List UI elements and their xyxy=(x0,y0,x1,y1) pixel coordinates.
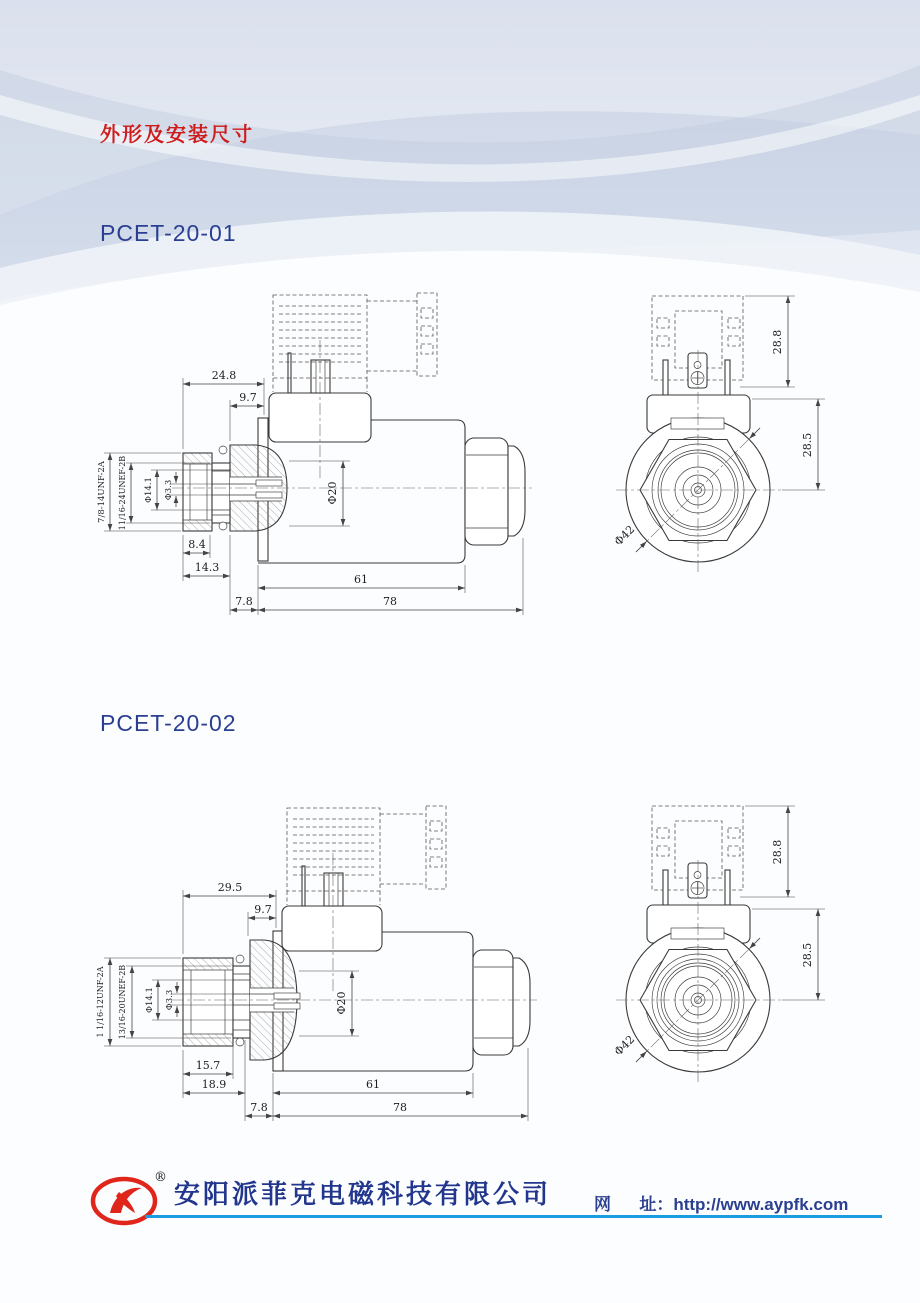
connector-phantom xyxy=(287,806,446,905)
pcet-20-02-technical-drawing xyxy=(60,778,840,1158)
end-view xyxy=(612,296,825,574)
drawing-pcet-20-02 xyxy=(60,778,840,1158)
coil-body xyxy=(282,906,382,951)
model-heading-pcet-20-01: PCET-20-01 xyxy=(100,220,237,246)
dim-18-9: 18.9 xyxy=(201,1078,227,1091)
dim-28-8: 28.8 xyxy=(771,839,784,865)
dim-7-8: 7.8 xyxy=(250,1101,268,1114)
o-ring-top xyxy=(236,955,244,963)
registered-mark: ® xyxy=(154,1170,167,1185)
pin-thin xyxy=(288,353,291,393)
dim-dia42: Φ42 xyxy=(611,522,638,549)
dim-14-3: 14.3 xyxy=(194,561,220,574)
dim-dia42: Φ42 xyxy=(611,1032,638,1059)
dim-29-5: 29.5 xyxy=(217,881,243,894)
side-view xyxy=(96,806,537,1121)
dim-dia20: Φ20 xyxy=(326,481,339,505)
pin-right xyxy=(725,870,730,905)
pin-wide xyxy=(324,873,343,906)
bore-dia-label: Φ14.1 xyxy=(145,987,155,1013)
dim-7-8: 7.8 xyxy=(235,595,253,608)
thread-outer-label: 1 1/16-12UNF-2A xyxy=(96,966,105,1038)
dim-8-4: 8.4 xyxy=(188,538,206,551)
hex-nut-side xyxy=(465,438,508,545)
dim-28-8: 28.8 xyxy=(771,329,784,355)
dim-61: 61 xyxy=(354,573,368,586)
hex-nut-side xyxy=(473,950,513,1055)
thread-inner-label: 13/16-20UNEF-2B xyxy=(118,964,127,1040)
bore-dia-label: Φ14.1 xyxy=(144,477,154,503)
orifice-dia-label: Φ3.3 xyxy=(164,479,174,501)
connector-phantom xyxy=(273,293,437,392)
side-view xyxy=(97,293,532,615)
o-ring-bottom xyxy=(219,522,227,530)
end-view xyxy=(612,806,825,1084)
dim-28-5: 28.5 xyxy=(801,942,814,968)
footer xyxy=(0,1160,920,1250)
dim-78: 78 xyxy=(393,1101,407,1114)
dim-9-7: 9.7 xyxy=(239,391,257,404)
stem-cap xyxy=(183,453,212,531)
solenoid-tube xyxy=(273,932,473,1071)
model-heading-pcet-20-02: PCET-20-02 xyxy=(100,710,237,736)
website-url: 网 址：http://www.aypfk.com xyxy=(594,1195,849,1214)
company-name: 安阳派菲克电磁科技有限公司 xyxy=(174,1179,552,1209)
o-ring-bottom xyxy=(236,1038,244,1046)
dim-15-7: 15.7 xyxy=(195,1059,221,1072)
pin-right xyxy=(725,360,730,395)
pin-left xyxy=(663,360,668,395)
dim-24-8: 24.8 xyxy=(211,369,237,382)
stem-cap xyxy=(183,958,233,1046)
o-ring-top xyxy=(219,446,227,454)
drawing-pcet-20-01 xyxy=(60,268,840,648)
footer-underline xyxy=(145,1215,882,1218)
end-cap xyxy=(508,446,525,536)
orifice-dia-label: Φ3.3 xyxy=(165,989,175,1011)
thread-outer-label: 7/8-14UNF-2A xyxy=(97,461,107,523)
end-cap xyxy=(513,958,530,1046)
pin-wide xyxy=(311,360,330,393)
dim-28-5: 28.5 xyxy=(801,432,814,458)
thread-inner-label: 11/16-24UNEF-2B xyxy=(118,455,127,531)
pcet-20-01-technical-drawing xyxy=(60,268,840,648)
pin-thin xyxy=(302,866,305,906)
company-logo xyxy=(90,1168,168,1230)
pin-left xyxy=(663,870,668,905)
dim-61: 61 xyxy=(366,1078,380,1091)
dim-78: 78 xyxy=(383,595,397,608)
page-title: 外形及安装尺寸 xyxy=(100,124,254,146)
dim-9-7: 9.7 xyxy=(254,903,272,916)
dim-dia20: Φ20 xyxy=(335,991,348,1015)
